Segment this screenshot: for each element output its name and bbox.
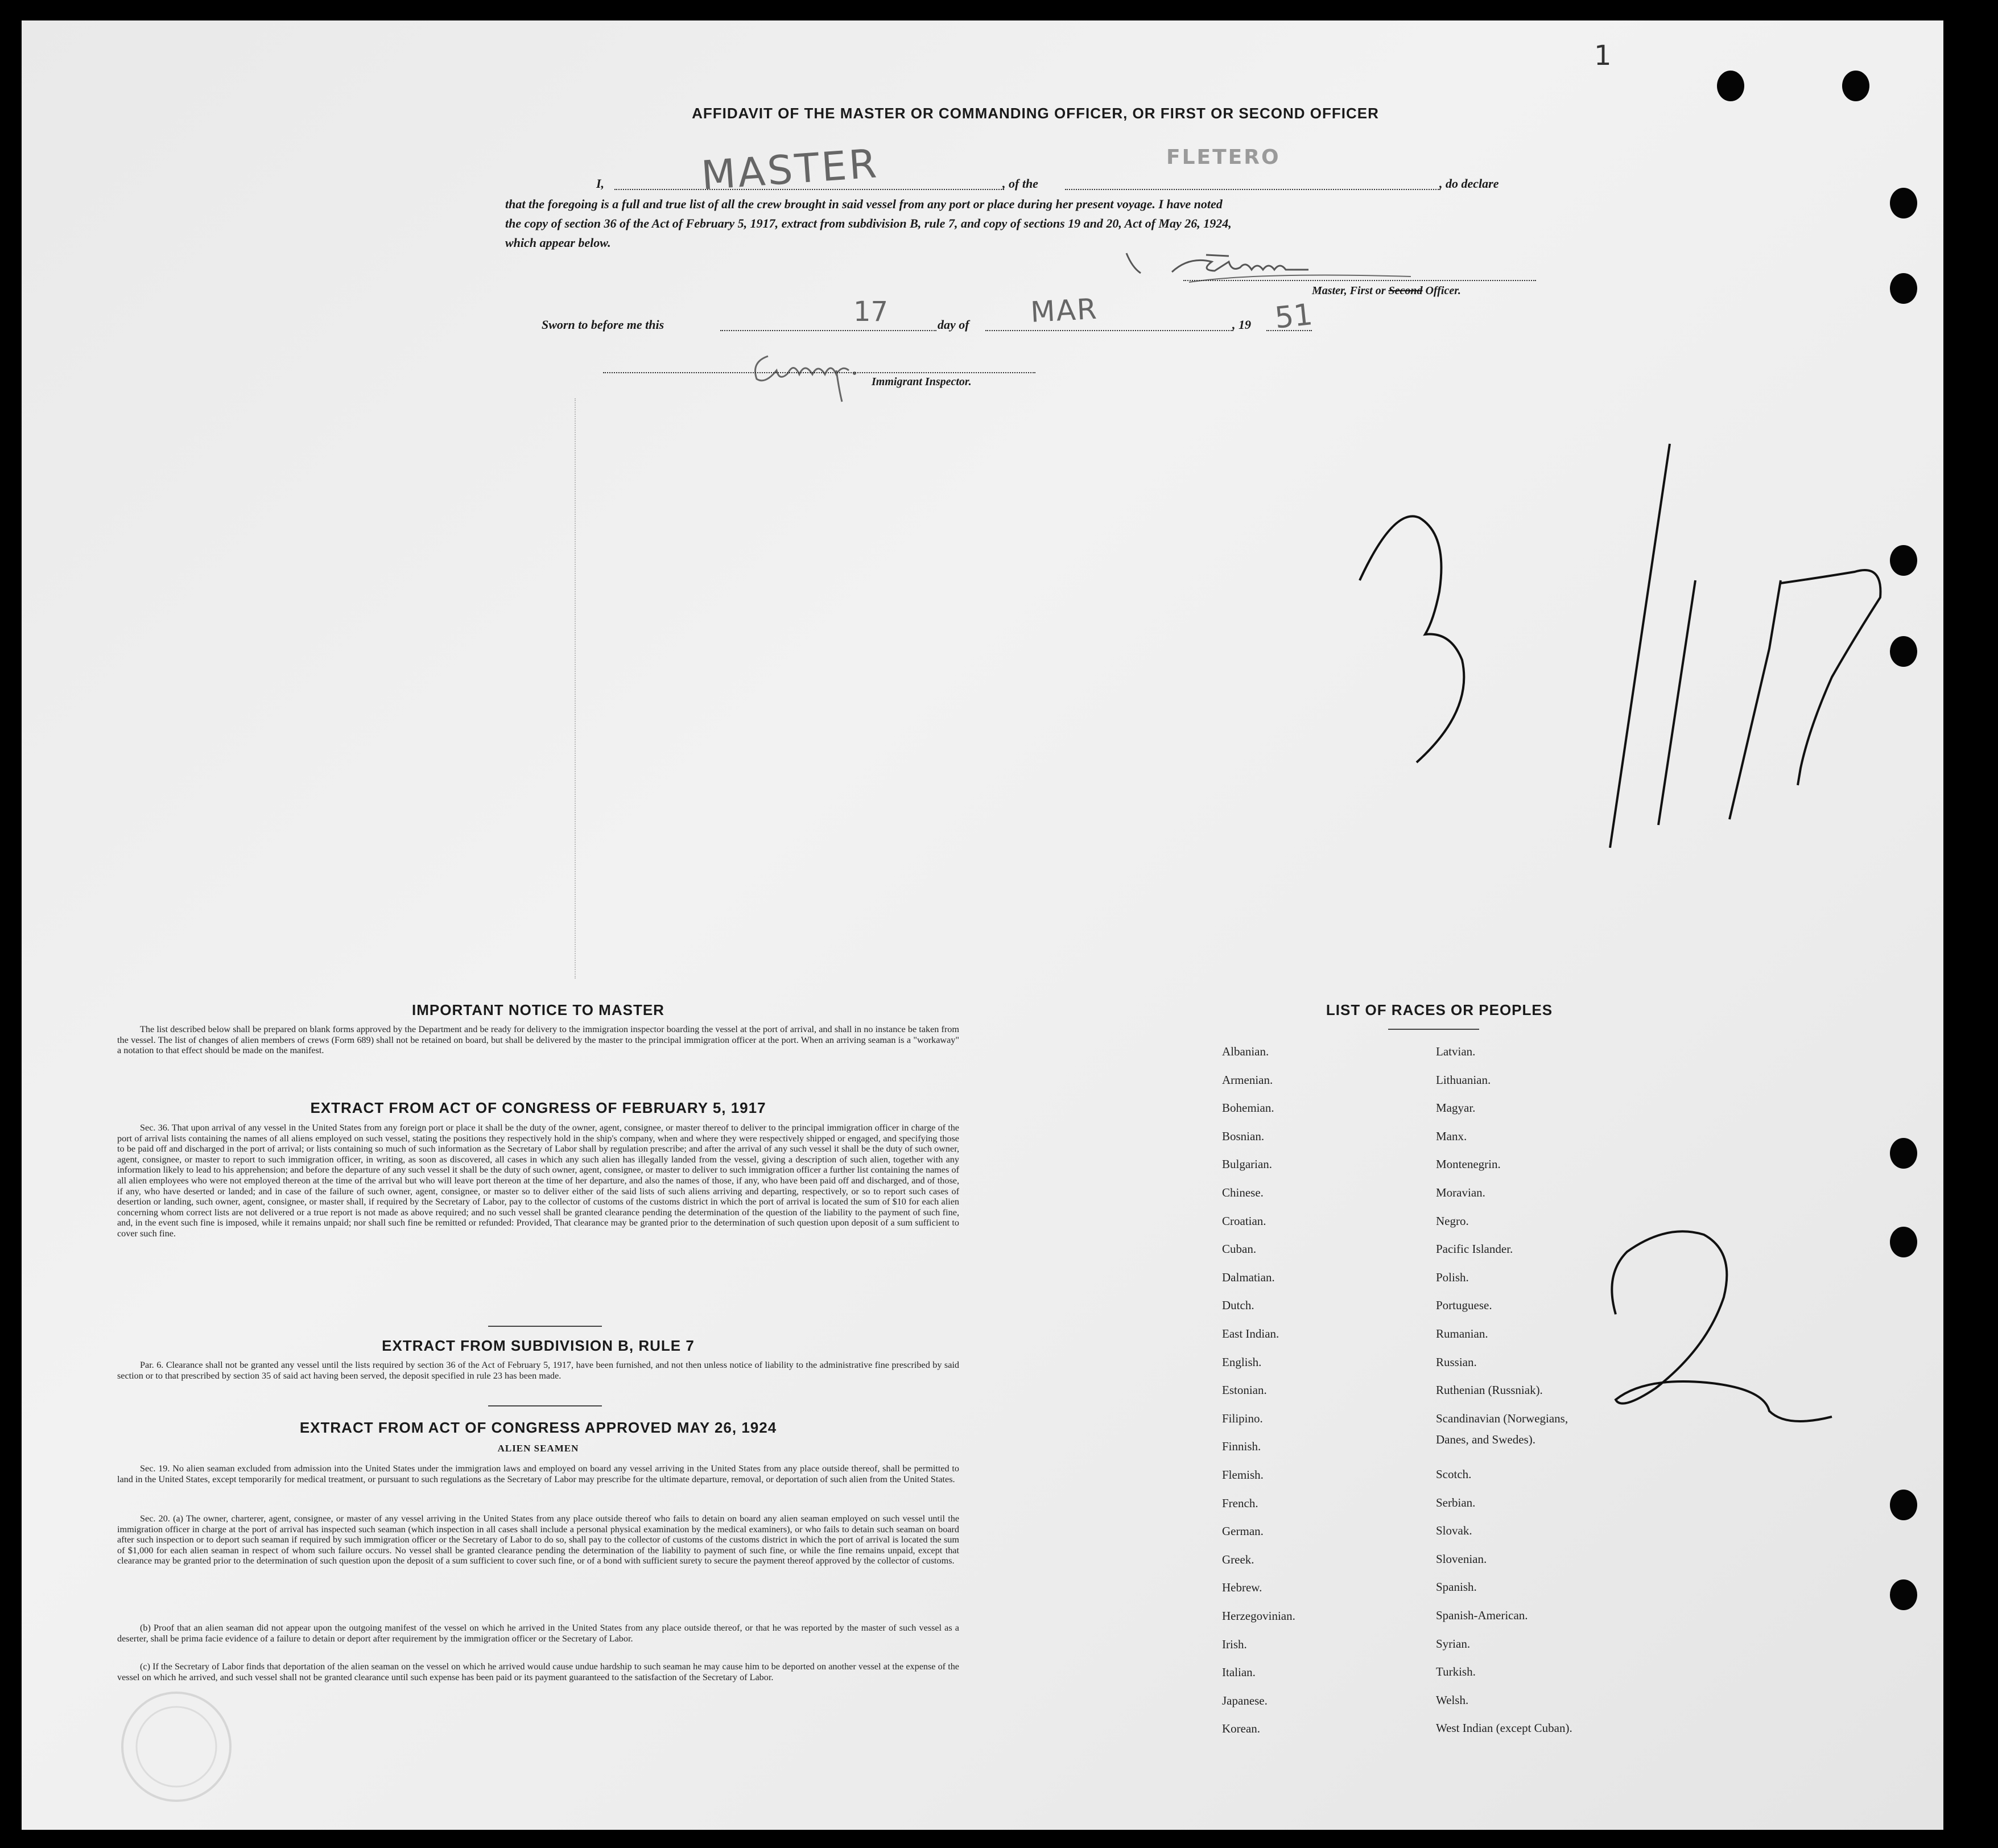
binder-hole [1717, 71, 1744, 101]
race-item: Montenegrin. [1436, 1157, 1501, 1172]
divider [488, 1326, 602, 1327]
signature-label-struck: Second [1388, 284, 1423, 297]
vessel-field-line [1065, 189, 1440, 190]
notice-body: The list described below shall be prepared on blank forms approved by the Department and be ready for delivery to the immigration inspector boarding the vessel at the port of arrival, and shall in no instance be taken from the vessel. The list of changes of alien members of crews (Form 689) shall not be retained on board, but shall be delivered by the master to the principal immigration officer at the port. When an arriving seaman is a "workaway" a notation to that effect should be made on the manifest. [117, 1024, 959, 1056]
race-item: Lithuanian. [1436, 1072, 1491, 1087]
embossed-seal [97, 1684, 256, 1815]
race-item: Greek. [1222, 1552, 1254, 1566]
race-item: Bulgarian. [1222, 1157, 1273, 1172]
inspector-line [603, 372, 1035, 373]
corner-mark: 1 [1594, 40, 1612, 72]
affidavit-text-line2: that the foregoing is a full and true list of all the crew brought in said vessel from any port or place during her present voyage. I have noted [505, 197, 1223, 211]
handwritten-day: 17 [853, 296, 889, 328]
race-item: Syrian. [1436, 1636, 1471, 1651]
race-item: Turkish. [1436, 1665, 1476, 1679]
race-item: Russian. [1436, 1355, 1477, 1369]
inspector-signature [745, 339, 893, 407]
handwritten-date [1343, 432, 1900, 865]
race-item: Scotch. [1436, 1467, 1472, 1481]
sworn-day-line [720, 330, 936, 331]
race-item: Slovenian. [1436, 1552, 1487, 1566]
affidavit-declare-label: , do declare [1439, 176, 1499, 191]
race-item: Dalmatian. [1222, 1270, 1275, 1284]
signature-line [1183, 280, 1536, 281]
race-item: Bosnian. [1222, 1129, 1265, 1143]
race-item: Filipino. [1222, 1411, 1263, 1425]
race-item: Estonian. [1222, 1383, 1267, 1397]
race-item: Finnish. [1222, 1439, 1261, 1454]
handwritten-month: MAR [1030, 292, 1099, 329]
handwritten-year: 51 [1273, 298, 1315, 336]
races-title: LIST OF RACES OR PEOPLES [1326, 1001, 1553, 1018]
binder-hole [1890, 1490, 1917, 1520]
sworn-year-label: , 19 [1232, 317, 1251, 332]
divider [488, 1405, 602, 1406]
race-item: Manx. [1436, 1129, 1467, 1143]
master-signature [1115, 245, 1422, 290]
race-item: Herzegovinian. [1222, 1609, 1295, 1623]
binder-hole [1890, 188, 1917, 218]
extract-1917-body: Sec. 36. That upon arrival of any vessel in the United States from any foreign port or place it shall be the duty of the owner, agent, consignee, or master thereof to deliver to the principal immigration officer in charge of the port of arrival lists containing the names of all aliens employed on such vessel, stating the positions they respectively hold in the ship's company, when and where they were respectively shipped or engaged, and specifying those to be paid off and discharged in the port of arrival; or lists containing so much of such information as the Secretary of Labor shall by regulation prescribe; and after the arrival of any such vessel it shall be the duty of such owner, agent, consignee, or master to report to such immigration officer, in writing, as soon as discovered, all cases in which any such alien has illegally landed from the vessel, giving a description of such alien, together with any information likely to lead to his apprehension; and before the departure of any such vessel it shall be the duty of such owner, agent, consignee, or master to deliver to such immigration officer a further list containing the names of all alien employees who were not employed thereon at the time of the arrival but who will leave port thereon at the time of her departure, and also the names of those, if any, who have been paid off and discharged, and of those, if any, who have deserted or landed; and in case of the failure of such owner, agent, consignee, or master so to deliver either of the said lists of such aliens arriving and departing, respectively, or so to report such cases of desertion or landing, such owner, agent, consignee, or master shall, if required by the Secretary of Labor, pay to the collector of customs of the customs district in which the port of arrival is located the sum of $10 for each alien concerning whom correct lists are not delivered or a true report is not made as above required; and no such vessel shall be granted clearance pending the determination of the question of the liability to the payment of such fine, and, in the event such fine is imposed, while it remains unpaid; nor shall such fine be remitted or refunded: Provided, That clearance may be granted prior to the determination of such question upon deposit of a sum sufficient to cover such fine. [117, 1123, 959, 1239]
race-item: Welsh. [1436, 1693, 1469, 1707]
race-item: German. [1222, 1524, 1264, 1538]
race-item: East Indian. [1222, 1327, 1279, 1340]
race-item: Spanish-American. [1436, 1608, 1528, 1622]
binder-hole [1890, 1579, 1917, 1610]
race-item: Scandinavian (Norwegians, [1436, 1411, 1568, 1425]
race-item: Bohemian. [1222, 1101, 1274, 1115]
extract-rule7-body: Par. 6. Clearance shall not be granted any vessel until the lists required by section 36 of the Act of February 5, 1917, have been furnished, and not then unless notice of liability to the administrative fine prescribed by said section or to that prescribed by section 35 of said act having been served, the deposit specified in rule 23 has been made. [117, 1360, 959, 1381]
race-item: Rumanian. [1436, 1327, 1488, 1340]
race-item: Irish. [1222, 1637, 1247, 1651]
race-item: Armenian. [1222, 1072, 1273, 1087]
binder-hole [1842, 71, 1869, 101]
extract-1924-sec19: Sec. 19. No alien seaman excluded from admission into the United States under the immigration laws and employed on board any vessel arriving in the United States from any place outside thereof, shall be permitted to land in the United States, except temporarily for medical treatment, or pursuant to such regulations as the Secretary of Labor may prescribe for the ultimate departure, removal, or deportation of such alien from the United States. [117, 1463, 959, 1484]
sworn-month-line [985, 330, 1233, 331]
affidavit-title: AFFIDAVIT OF THE MASTER OR COMMANDING OFFICER, OR FIRST OR SECOND OFFICER [692, 105, 1379, 122]
binder-hole [1890, 273, 1917, 304]
affidavit-text-line3: the copy of section 36 of the Act of February 5, 1917, extract from subdivision B, rule 7, and copy of sections 19 and 20, Act of May 26, 1924, [505, 216, 1232, 230]
extract-rule7-title: EXTRACT FROM SUBDIVISION B, RULE 7 [382, 1337, 695, 1354]
race-item: Croatian. [1222, 1214, 1266, 1228]
race-item: Italian. [1222, 1665, 1256, 1680]
race-item: Serbian. [1436, 1495, 1476, 1509]
signature-label [1312, 284, 1461, 298]
binder-hole [1890, 1227, 1917, 1257]
race-item: Moravian. [1436, 1186, 1485, 1199]
extract-1924-sec20b: (b) Proof that an alien seaman did not appear upon the outgoing manifest of the vessel on which he arrived in the United States from any place outside thereof, or that he was reported by the master of such vessel as a deserter, shall be prima facie evidence of a failure to detain or deport after requirement by the immigration officer or the Secretary of Labor. [117, 1623, 959, 1644]
race-item: Japanese. [1222, 1693, 1268, 1707]
extract-1917-title: EXTRACT FROM ACT OF CONGRESS OF FEBRUARY 5, 1917 [310, 1099, 766, 1116]
stamped-vessel-name: FLETERO [1166, 146, 1281, 169]
sworn-label: Sworn to before me this [542, 317, 664, 332]
race-item: Ruthenian (Russniak). [1436, 1383, 1543, 1397]
race-item: Polish. [1436, 1270, 1469, 1284]
race-item: Slovak. [1436, 1524, 1472, 1538]
affidavit-of-the-label: , of the [1002, 176, 1038, 191]
signature-label-suffix: Officer. [1422, 284, 1461, 297]
extract-1924-subtitle: ALIEN SEAMEN [497, 1443, 579, 1454]
binder-hole [1890, 1138, 1917, 1169]
race-item: West Indian (except Cuban). [1436, 1721, 1572, 1735]
extract-1924-sec20a: Sec. 20. (a) The owner, charterer, agent, consignee, or master of any vessel arriving in the United States from any place outside thereof who fails to detain on board any alien seaman employed on such vessel until the immigration officer in charge at the port of arrival has inspected such seaman (which inspection in all cases shall include a personal physical examination by the medical examiners), or who fails to detain such seaman on board after such inspection or to deport such seaman if required by such immigration officer or the Secretary of Labor to do so, shall pay to the collector of customs of the customs district in which the port of arrival is located the sum of $1,000 for each alien seaman in respect of whom such failure occurs. No vessel shall be granted clearance pending the determination of the liability to payment of such fine, or while the fine remains unpaid, except that clearance may be granted prior to the determination of such question upon the deposit of a sum sufficient to cover such fine, or of a bond with sufficient surety to secure the payment thereof approved by the collector of customs. [117, 1513, 959, 1566]
affidavit-i-label: I, [596, 176, 605, 191]
race-item: Negro. [1436, 1214, 1469, 1228]
race-item: Chinese. [1222, 1186, 1264, 1199]
extract-1924-title: EXTRACT FROM ACT OF CONGRESS APPROVED MAY 26, 1924 [299, 1419, 777, 1436]
divider [1388, 1029, 1479, 1030]
race-item: English. [1222, 1355, 1262, 1369]
race-item: Portuguese. [1436, 1298, 1492, 1313]
race-item: Pacific Islander. [1436, 1242, 1513, 1256]
race-item: Hebrew. [1222, 1581, 1262, 1595]
race-item: Flemish. [1222, 1468, 1264, 1482]
race-item: Latvian. [1436, 1045, 1476, 1058]
race-item: Korean. [1222, 1722, 1261, 1736]
race-item: French. [1222, 1496, 1258, 1510]
notice-title: IMPORTANT NOTICE TO MASTER [412, 1001, 664, 1018]
race-item: Albanian. [1222, 1045, 1269, 1058]
extract-1924-sec20c: (c) If the Secretary of Labor finds that deportation of the alien seaman on the vessel on which he arrived would cause undue hardship to such seaman he may cause him to be deported on another vessel at the expense of the vessel on which he arrived, and such vessel shall not be granted clearance until such expense has been paid or its payment guaranteed to the satisfaction of the Secretary of Labor. [117, 1661, 959, 1682]
race-item: Magyar. [1436, 1101, 1476, 1115]
race-item: Dutch. [1222, 1298, 1254, 1313]
race-item: Spanish. [1436, 1580, 1477, 1594]
sworn-day-of-label: day of [938, 317, 969, 332]
margin-dotted-line [575, 398, 576, 979]
signature-label-prefix: Master, First or [1312, 284, 1389, 297]
handwritten-number [1582, 1195, 1843, 1434]
race-item: Cuban. [1222, 1242, 1257, 1256]
race-continuation: Danes, and Swedes). [1436, 1433, 1535, 1446]
inspector-label: Immigrant Inspector. [872, 376, 972, 388]
handwritten-name: MASTER [700, 140, 881, 199]
affidavit-text-line4: which appear below. [505, 236, 611, 250]
